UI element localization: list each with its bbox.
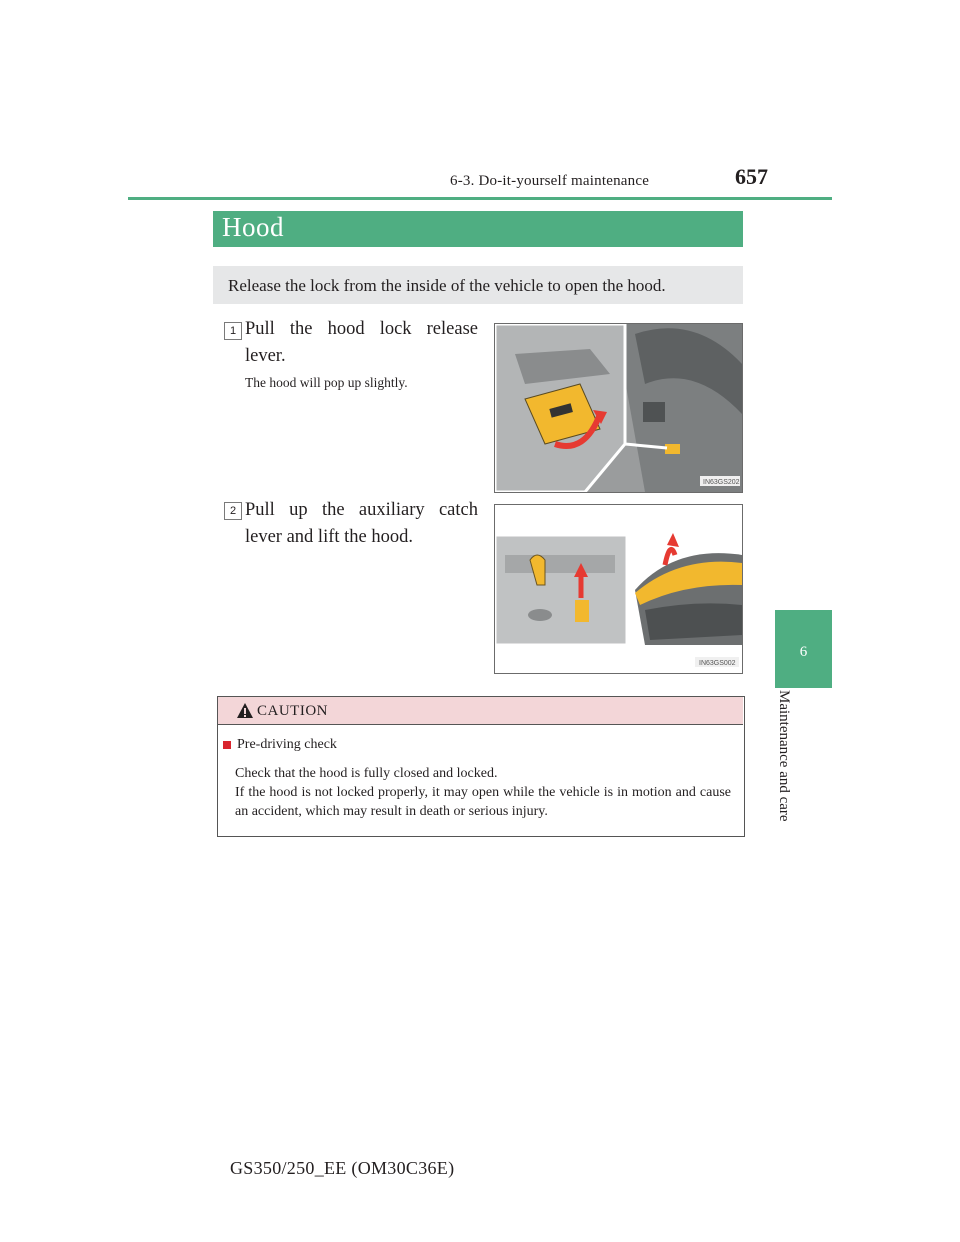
step-2-image-code: IN63GS002 — [699, 660, 736, 667]
footer-model-code: GS350/250_EE (OM30C36E) — [230, 1158, 455, 1178]
step-1-note: The hood will pop up slightly. — [245, 375, 408, 390]
hood-lock-lever-image — [494, 323, 743, 493]
caution-line-2: If the hood is not locked properly, it may open while the vehicle is in motion and cause an accident, which may result in death or serious injury. — [235, 785, 731, 819]
chapter-title: Maintenance and care — [776, 690, 792, 822]
step-1-image-code: IN63GS202 — [703, 479, 740, 486]
caution-heading: Pre-driving check — [237, 737, 337, 752]
caution-label: CAUTION — [257, 703, 328, 719]
step-number-2: 2 — [224, 502, 242, 520]
running-header-section: 6-3. Do-it-yourself maintenance — [450, 173, 650, 189]
step-1-text: Pull the hood lock release lever. — [245, 319, 478, 366]
step-number-1: 1 — [224, 322, 242, 340]
chapter-title-vertical — [760, 690, 800, 850]
auxiliary-catch-image — [494, 504, 743, 674]
red-square-bullet-icon — [223, 741, 231, 749]
warning-triangle-icon — [236, 702, 254, 724]
header-rule — [128, 197, 832, 200]
page-title: Hood — [222, 212, 284, 242]
step-2-text: Pull up the auxiliary catch lever and lift the hood. — [245, 500, 478, 547]
title-bar — [213, 211, 743, 247]
intro-text: Release the lock from the inside of the vehicle to open the hood. — [228, 276, 666, 295]
page-number: 657 — [735, 164, 768, 189]
chapter-number: 6 — [799, 644, 808, 660]
caution-line-1: Check that the hood is fully closed and locked. — [235, 766, 498, 781]
